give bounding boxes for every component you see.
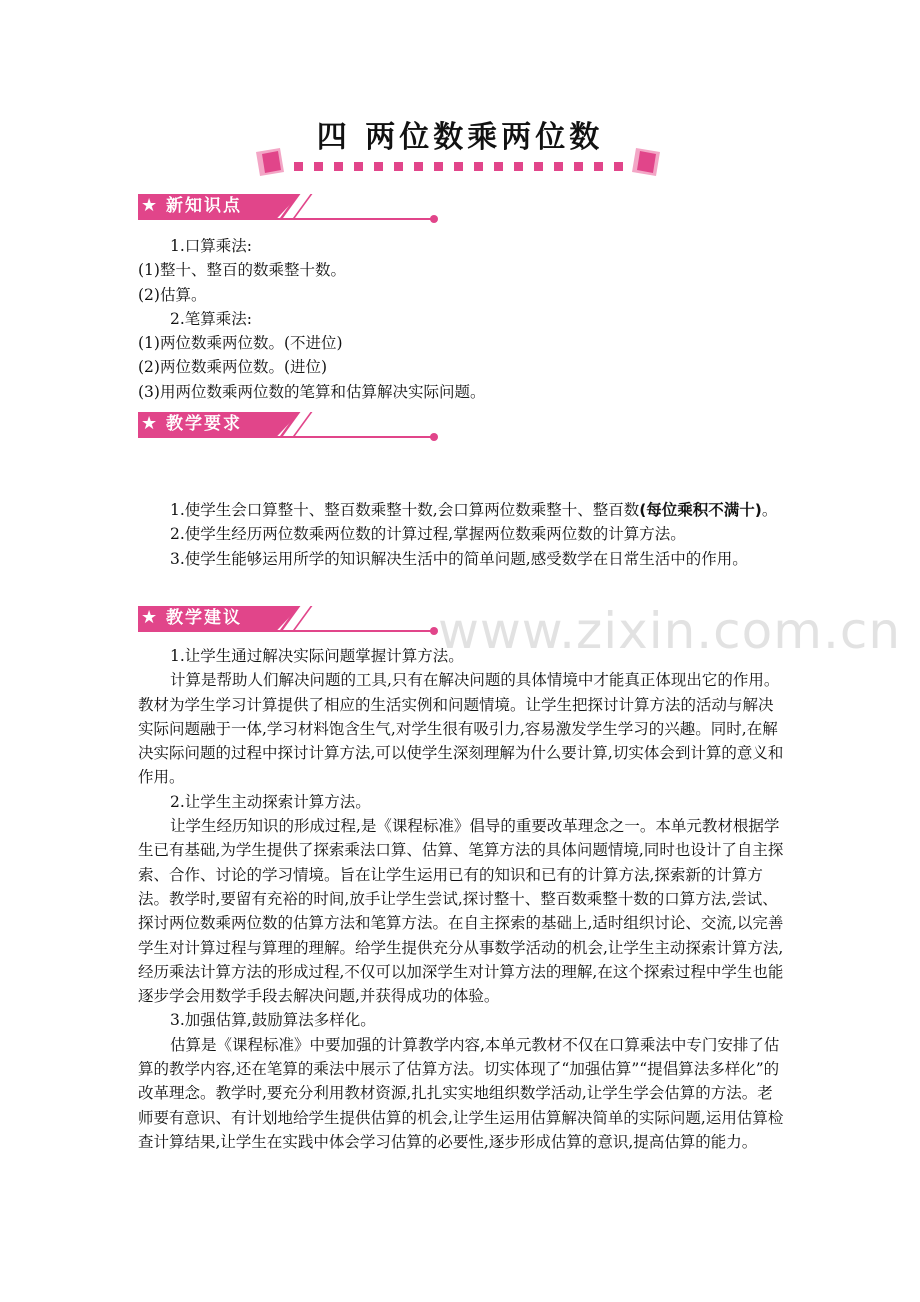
knowledge-list [138,234,784,404]
star-icon: ★ [141,607,158,628]
section-banner-requirements [138,412,440,444]
star-icon: ★ [141,195,158,216]
paragraph-heading: 2.让学生主动探索计算方法。 [170,792,371,811]
list-item: 1.口算乘法: [170,237,253,255]
watermark: www.zixin.com.cn [438,602,902,660]
list-item: 1.使学生会口算整十、整百数乘整十数,会口算两位数乘整十、整百数(每位乘积不满十)。 [170,501,778,519]
paragraph: 让学生经历知识的形成过程,是《课程标准》倡导的重要改革理念之一。本单元教材根据学生已有基础,为学生提供了探索乘法口算、估算、笔算方法的具体问题情境,同时也设计了自主探索、合作、讨论的学习情境。旨在让学生运用已有的知识和已有的计算方法,探索新的计算方法。教学时,要留有充裕的时间,放手让学生尝试,探讨整十、整百数乘整十数的口算方法,尝试、探讨两位数乘两位数的估算方法和笔算方法。在自主探索的基础上,适时组织讨论、交流,以完善学生对计算过程与算理的理解。给学生提供充分从事数学活动的机会,让学生主动探索计算方法,经历乘法计算方法的形成过程,不仅可以加深学生对计算方法的理解,在这个探索过程中学生也能逐步学会用数学手段去解决问题,并获得成功的体验。 [138,817,784,1006]
title-decoration [252,146,666,182]
list-item: (2)两位数乘两位数。(进位) [138,358,328,377]
section-heading: 教学建议 [166,608,242,628]
section-banner-knowledge [138,194,440,226]
requirements-list [138,498,784,571]
list-item: (3)用两位数乘两位数的笔算和估算解决实际问题。 [138,382,486,401]
list-item: (1)两位数乘两位数。(不进位) [138,334,343,353]
list-item: 2.使学生经历两位数乘两位数的计算过程,掌握两位数乘两位数的计算方法。 [170,525,686,544]
note-bold: (每位乘积不满十) [639,501,762,519]
list-item: (2)估算。 [138,285,207,304]
suggestions-body [138,644,784,1154]
page-title: 四 两位数乘两位数 [316,120,604,155]
section-heading: 新知识点 [166,196,242,216]
section-heading: 教学要求 [166,414,242,434]
paragraph-heading: 3.加强估算,鼓励算法多样化。 [170,1011,376,1030]
paragraph: 估算是《课程标准》中要加强的计算教学内容,本单元教材不仅在口算乘法中专门安排了估算的教学内容,还在笔算的乘法中展示了估算方法。切实体现了“加强估算”“提倡算法多样化”的改革理念。教学时,要充分利用教材资源,扎扎实实地组织数学活动,让学生学会估算的方法。老师要有意识、有计划地给学生提供估算的机会,让学生运用估算解决简单的实际问题,运用估算检查计算结果,让学生在实践中体会学习估算的必要性,逐步形成估算的意识,提高估算的能力。 [138,1035,784,1151]
list-item: (1)整十、整百的数乘整十数。 [138,261,346,280]
list-item: 2.笔算乘法: [170,309,253,328]
section-banner-suggestions [138,606,440,638]
star-icon: ★ [141,413,158,434]
paragraph: 计算是帮助人们解决问题的工具,只有在解决问题的具体情境中才能真正体现出它的作用。教材为学生学习计算提供了相应的生活实例和问题情境。让学生把探讨计算方法的活动与解决实际问题融于一体,学习材料饱含生气,对学生很有吸引力,容易激发学生学习的兴趣。同时,在解决实际问题的过程中探讨计算方法,可以使学生深刻理解为什么要计算,切实体会到计算的意义和作用。 [138,671,784,787]
list-item: 3.使学生能够运用所学的知识解决生活中的简单问题,感受数学在日常生活中的作用。 [170,549,748,568]
paragraph-heading: 1.让学生通过解决实际问题掌握计算方法。 [170,647,464,665]
